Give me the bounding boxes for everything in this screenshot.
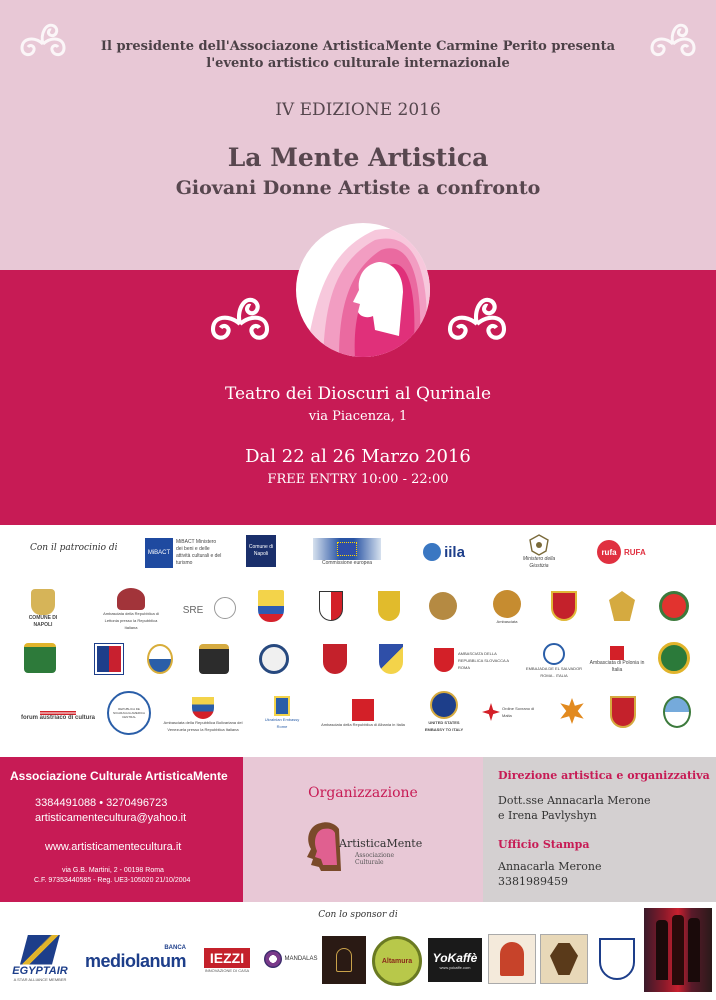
afghanistan-coat-logo bbox=[426, 587, 460, 625]
comune-napoli-logo: COMUNE DI NAPOLI bbox=[20, 587, 66, 631]
iezzi-logo: IEZZI INNOVAZIONE DI CASA bbox=[204, 949, 250, 973]
lettonia-embassy-logo: Ambasciata della Repubblica di Lettonia presso la Repubblica Italiana bbox=[100, 587, 162, 631]
edition-label: IV EDIZIONE 2016 bbox=[275, 100, 441, 120]
sponsors-section bbox=[0, 902, 716, 1000]
mediolanum-logo: BANCA mediolanum bbox=[84, 944, 186, 971]
organization-panel bbox=[243, 757, 483, 902]
event-subtitle: Giovani Donne Artiste a confronto bbox=[175, 177, 541, 199]
triskelion-icon bbox=[437, 288, 517, 360]
event-title: La Mente Artistica bbox=[227, 143, 489, 172]
patronage-section bbox=[0, 525, 716, 757]
nicaragua-seal-logo: REPUBLICA DE NICARAGUA AMERICA CENTRAL bbox=[104, 689, 154, 737]
zimbabwe-coat-logo bbox=[20, 637, 60, 679]
direction-person-2: e Irena Pavlyshyn bbox=[498, 809, 597, 822]
sun-seal-logo bbox=[556, 695, 588, 727]
press-office-phone: 3381989459 bbox=[498, 875, 568, 888]
organization-heading: Organizzazione bbox=[308, 785, 418, 801]
entry-hours: FREE ENTRY 10:00 - 22:00 bbox=[267, 472, 449, 487]
sre-logo: SRE bbox=[182, 604, 204, 616]
venue-name: Teatro dei Dioscuri al Qurinale bbox=[224, 384, 492, 404]
costa-rica-seal-logo bbox=[256, 641, 292, 677]
uruguay-coat-logo bbox=[142, 639, 178, 679]
venue-address: via Piacenza, 1 bbox=[308, 409, 408, 424]
book-cover-1 bbox=[488, 934, 536, 984]
sponsors-label: Con lo sponsor di bbox=[318, 910, 398, 920]
commune-logo: Comune di Napoli bbox=[246, 535, 276, 567]
patronage-label: Con il patrocinio di bbox=[30, 543, 118, 553]
dominican-coat-logo bbox=[88, 639, 130, 679]
direction-panel bbox=[483, 757, 716, 902]
press-office-name: Annacarla Merone bbox=[498, 860, 602, 873]
direction-person-1: Dott.sse Annacarla Merone bbox=[498, 794, 651, 807]
forum-austriaco-logo: forum austriaco di cultura bbox=[14, 703, 102, 729]
ukraine-embassy-logo: Ukrainian Embassy Rome bbox=[262, 691, 302, 735]
ecuador-coat-logo bbox=[254, 585, 288, 627]
association-phones: 3384491088 • 3270496723 bbox=[35, 797, 168, 809]
intro-text bbox=[0, 38, 716, 72]
association-email[interactable]: artisticamentecultura@yahoo.it bbox=[35, 812, 187, 824]
egyptair-logo: EGYPTAIR A STAR ALLIANCE MEMBER bbox=[4, 928, 76, 988]
brazil-coat-logo bbox=[654, 637, 694, 679]
peru-coat-logo bbox=[656, 587, 692, 625]
bosnia-coat-logo bbox=[376, 641, 406, 677]
european-commission-logo: Commissione europea bbox=[312, 535, 382, 569]
association-website[interactable]: www.artisticamentecultura.it bbox=[45, 841, 182, 853]
event-dates: Dal 22 al 26 Marzo 2016 bbox=[245, 446, 471, 467]
iraq-coat-logo bbox=[606, 587, 638, 625]
intro-line-1: Il presidente dell'Associazone ArtisticaMente Carmine Perito presenta bbox=[100, 39, 616, 54]
lithuania-coat-logo bbox=[320, 641, 350, 677]
poland-embassy-logo: Ambasciata di Polonia in Italia bbox=[588, 641, 646, 679]
mibact-logo: MiBACT MiBACT Ministero dei beni e delle attività culturali e del turismo bbox=[145, 535, 225, 571]
albania-embassy-logo: Ambasciata della Repubblica di Albania in Italia bbox=[318, 693, 408, 733]
us-embassy-logo: UNITED STATES EMBASSY TO ITALY bbox=[418, 689, 470, 735]
rufa-logo: rufa RUFA bbox=[597, 537, 657, 567]
wine-bottle-logo bbox=[322, 936, 366, 984]
sovrano-malta-logo: Ordine Sovrano di Malta bbox=[482, 695, 538, 729]
association-fiscal-code: C.F. 97353440585 - Reg. UE3-105020 21/10/2004 bbox=[34, 877, 191, 884]
mandalas-logo: MANDALAS bbox=[262, 946, 320, 972]
book-cover-2 bbox=[540, 934, 588, 984]
argentina-seal-logo bbox=[660, 691, 694, 733]
mexico-seal-logo bbox=[214, 597, 236, 619]
iila-logo: iila bbox=[413, 539, 475, 565]
artisticamente-logo: ArtisticaMente Associazione Culturale bbox=[303, 819, 423, 871]
ghana-coat-logo bbox=[194, 639, 234, 679]
woman-profile-logo bbox=[295, 222, 431, 358]
association-address: via G.B. Martini, 2 - 00198 Roma bbox=[62, 867, 164, 874]
direction-heading: Direzione artistica e organizzativa bbox=[498, 769, 710, 782]
yokaffe-logo: YoKaffè www.yokaffe.com bbox=[428, 938, 482, 982]
morocco-coat-logo bbox=[548, 587, 580, 625]
el-salvador-embassy-logo: EMBAJADA DE EL SALVADOR ROMA - ITALIA bbox=[524, 641, 584, 681]
tunisia-coat-logo bbox=[374, 587, 404, 625]
association-name: Associazione Culturale ArtisticaMente bbox=[10, 769, 228, 783]
association-panel bbox=[0, 757, 243, 902]
intro-line-2: l'evento artistico culturale internazionale bbox=[206, 56, 510, 71]
ministero-giustizia-logo: Ministero della Giustizia bbox=[515, 533, 563, 571]
wine-bottles-photo bbox=[644, 908, 712, 992]
crest-logo bbox=[594, 934, 640, 984]
press-office-heading: Ufficio Stampa bbox=[498, 838, 590, 851]
armenia-coat-logo: Ambasciata bbox=[485, 585, 529, 629]
malta-coat-logo bbox=[316, 587, 346, 625]
triskelion-icon bbox=[200, 288, 280, 360]
pane-altamura-logo: Altamura bbox=[372, 936, 422, 986]
info-section bbox=[0, 757, 716, 902]
serbia-coat-logo bbox=[606, 691, 640, 733]
slovakia-embassy-logo: AMBASCIATA DELLA REPUBBLICA SLOVACCA A ROMA bbox=[434, 643, 518, 677]
venezuela-embassy-logo: Ambasciata della Repubblica Bolivariana del Venezuela presso la Repubblica Italiana bbox=[158, 693, 248, 737]
